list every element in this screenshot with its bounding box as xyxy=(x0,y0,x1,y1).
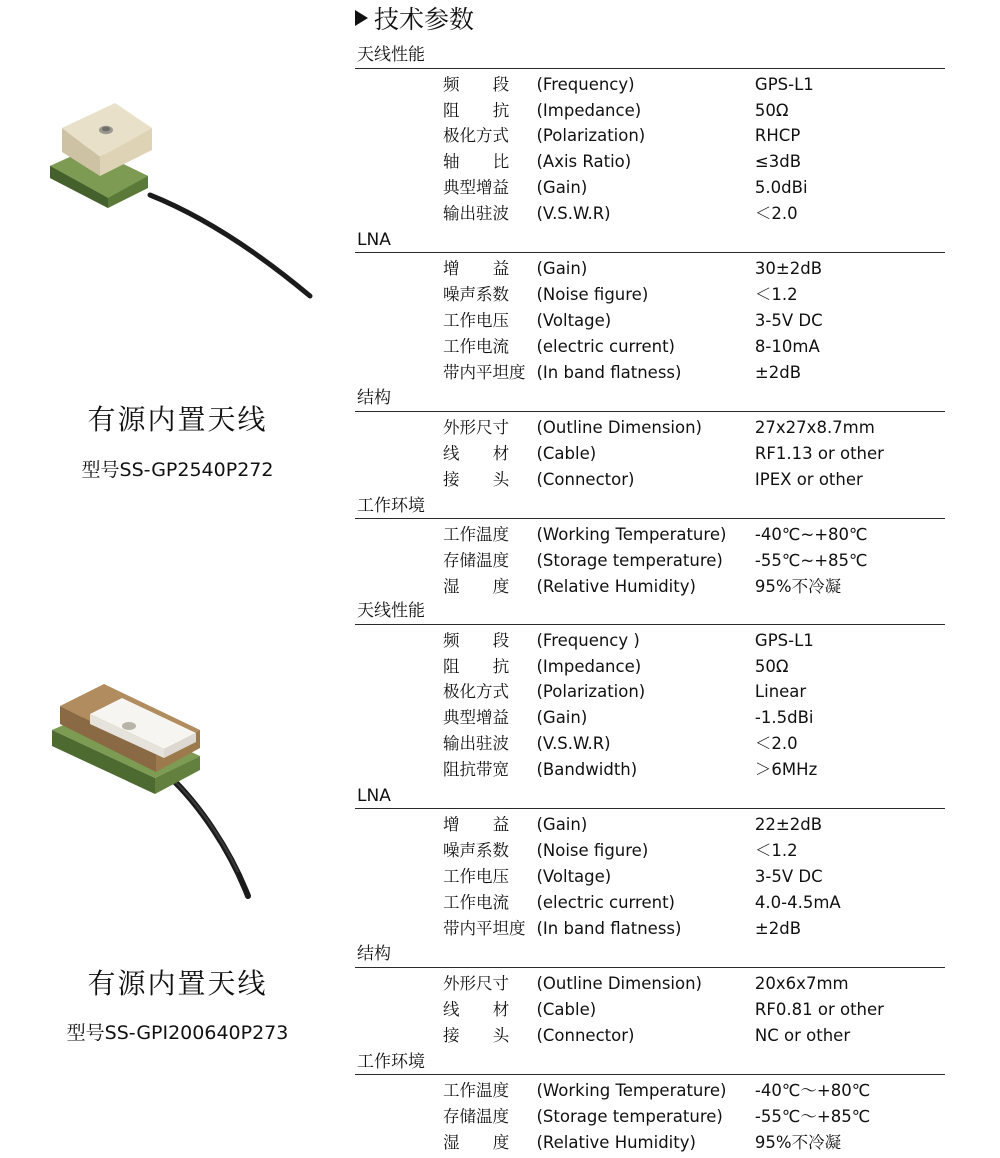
spec-value: GPS-L1 xyxy=(754,74,814,94)
spec-name-en: (Connector) xyxy=(536,1025,635,1045)
spec-name-cn: 接 头 xyxy=(443,1025,524,1045)
spec-name-en: (Noise figure) xyxy=(536,841,649,861)
spec-name-cn: 频 段 xyxy=(443,630,524,650)
product-2-title: 有源内置天线 xyxy=(87,967,268,1000)
spec-name-en: (electric current) xyxy=(536,336,675,356)
spec-name-en: (Gain) xyxy=(536,815,588,835)
group-label: LNA xyxy=(357,229,391,250)
divider xyxy=(355,68,945,69)
table-row xyxy=(443,654,948,680)
table-row xyxy=(443,360,948,386)
spec-name-en: (Frequency ) xyxy=(536,630,640,650)
table-row xyxy=(443,334,948,360)
product-1-left-column xyxy=(0,0,355,580)
group-label: 天线性能 xyxy=(357,601,425,621)
spec-name-en: (Axis Ratio) xyxy=(536,152,632,172)
spec-table xyxy=(443,256,948,385)
table-row xyxy=(443,574,948,600)
spec-value: 20x6x7mm xyxy=(754,974,849,994)
spec-value: RF1.13 or other xyxy=(754,444,884,463)
spec-value: 8-10mA xyxy=(754,336,820,356)
triangle-bullet-icon xyxy=(355,10,368,26)
spec-value: Linear xyxy=(754,682,807,702)
spec-name-cn: 增 益 xyxy=(443,815,524,835)
table-row xyxy=(443,916,948,942)
table-row xyxy=(443,201,948,227)
table-row xyxy=(443,256,948,282)
spec-name-en: (Storage temperature) xyxy=(536,551,723,571)
spec-name-en: (Working Temperature) xyxy=(536,1081,727,1101)
table-row xyxy=(443,812,948,838)
spec-name-en: (Storage temperature) xyxy=(536,1107,723,1127)
spec-value: -1.5dBi xyxy=(754,708,814,728)
group-label: 结构 xyxy=(357,388,391,409)
spec-name-en: (Bandwidth) xyxy=(536,759,638,779)
group-label: LNA xyxy=(357,785,391,806)
group-label: 天线性能 xyxy=(357,45,425,65)
table-row xyxy=(443,282,948,308)
spec-name-cn: 频 段 xyxy=(443,74,524,94)
spec-name-en: (Frequency) xyxy=(536,74,635,94)
product-block-2 xyxy=(0,600,1000,1152)
spec-value: ≤3dB xyxy=(754,152,802,172)
spec-value: IPEX or other xyxy=(754,469,863,489)
spec-name-cn: 湿 度 xyxy=(443,577,524,596)
spec-name-cn: 工作电压 xyxy=(443,311,509,330)
spec-name-en: (Relative Humidity) xyxy=(536,1133,696,1152)
spec-name-en: (Gain) xyxy=(536,708,588,728)
spec-table xyxy=(443,812,948,941)
spec-value: RF0.81 or other xyxy=(754,1000,884,1019)
product-1-title: 有源内置天线 xyxy=(87,403,268,436)
table-row xyxy=(443,731,948,757)
spec-name-en: (Polarization) xyxy=(536,682,646,702)
spec-name-cn: 接 头 xyxy=(443,469,524,489)
spec-name-cn: 噪声系数 xyxy=(443,841,509,861)
divider xyxy=(355,967,945,968)
table-row xyxy=(443,679,948,705)
spec-group-lna xyxy=(355,785,1000,942)
group-label: 结构 xyxy=(357,944,391,965)
spec-name-cn: 典型增益 xyxy=(443,708,509,728)
table-row xyxy=(443,1130,948,1156)
spec-name-en: (Outline Dimension) xyxy=(536,418,702,438)
spec-value: ＜1.2 xyxy=(754,285,798,305)
table-row xyxy=(443,467,948,493)
spec-name-cn: 极化方式 xyxy=(443,126,509,146)
spec-value: ±2dB xyxy=(754,362,802,382)
spec-value: RHCP xyxy=(754,126,801,146)
spec-value: 30±2dB xyxy=(754,259,823,279)
spec-name-cn: 带内平坦度 xyxy=(443,362,526,382)
divider xyxy=(355,518,945,519)
spec-value: ±2dB xyxy=(754,918,802,938)
page-title-text: 技术参数 xyxy=(374,5,475,34)
spec-name-cn: 线 材 xyxy=(443,444,524,463)
table-row xyxy=(443,864,948,890)
spec-name-cn: 线 材 xyxy=(443,1000,524,1019)
spec-value: 95%不冷凝 xyxy=(754,577,842,596)
spec-name-en: (In band flatness) xyxy=(536,362,682,382)
spec-value: ＞6MHz xyxy=(754,759,818,779)
spec-value: -55℃~+85℃ xyxy=(754,551,868,571)
spec-name-cn: 工作电流 xyxy=(443,892,509,912)
spec-value: ＜2.0 xyxy=(754,734,798,753)
divider xyxy=(355,624,945,625)
product-2-spec-column xyxy=(355,600,1000,1158)
table-row xyxy=(443,705,948,731)
spec-name-cn: 典型增益 xyxy=(443,178,509,197)
spec-value: 3-5V DC xyxy=(754,867,823,886)
spec-name-en: (V.S.W.R) xyxy=(536,203,611,223)
product-2-left-column xyxy=(0,600,355,1144)
spec-value: NC or other xyxy=(754,1025,851,1045)
spec-value: 50Ω xyxy=(754,100,789,120)
spec-name-en: (Voltage) xyxy=(536,311,612,330)
page-title xyxy=(355,0,1000,36)
spec-value: -40℃～+80℃ xyxy=(754,1081,871,1101)
spec-value: 4.0-4.5mA xyxy=(754,892,841,912)
spec-name-en: (Noise figure) xyxy=(536,285,649,305)
bar-antenna-photo xyxy=(0,600,355,940)
spec-group-environment xyxy=(355,495,1000,600)
spec-value: 95%不冷凝 xyxy=(754,1133,842,1152)
table-row xyxy=(443,1023,948,1049)
table-row xyxy=(443,628,948,654)
spec-name-cn: 噪声系数 xyxy=(443,285,509,305)
spec-name-cn: 阻抗带宽 xyxy=(443,759,509,779)
spec-name-cn: 工作电压 xyxy=(443,867,509,886)
table-row xyxy=(443,308,948,334)
spec-name-cn: 输出驻波 xyxy=(443,203,509,223)
spec-group-environment xyxy=(355,1051,1000,1156)
divider xyxy=(355,1074,945,1075)
spec-name-en: (Outline Dimension) xyxy=(536,974,702,994)
divider xyxy=(355,252,945,253)
spec-name-cn: 工作电流 xyxy=(443,336,509,356)
spec-group-lna xyxy=(355,229,1000,386)
spec-name-cn: 输出驻波 xyxy=(443,734,509,753)
spec-group-antenna-performance xyxy=(355,600,1000,783)
table-row xyxy=(443,890,948,916)
table-row xyxy=(443,522,948,548)
product-1-spec-column xyxy=(355,0,1000,602)
table-row xyxy=(443,415,948,441)
spec-value: -40℃~+80℃ xyxy=(754,525,868,545)
spec-value: 27x27x8.7mm xyxy=(754,418,875,438)
spec-group-antenna-performance xyxy=(355,44,1000,227)
spec-name-cn: 阻 抗 xyxy=(443,656,524,676)
spec-name-en: (Gain) xyxy=(536,259,588,279)
table-row xyxy=(443,149,948,175)
spec-name-en: (Working Temperature) xyxy=(536,525,727,545)
divider xyxy=(355,808,945,809)
spec-value: 3-5V DC xyxy=(754,311,823,330)
spec-table xyxy=(443,971,948,1048)
spec-name-en: (Voltage) xyxy=(536,867,612,886)
spec-table xyxy=(443,628,948,783)
spec-value: ＜1.2 xyxy=(754,841,798,861)
spec-name-cn: 增 益 xyxy=(443,259,524,279)
spec-name-cn: 阻 抗 xyxy=(443,100,524,120)
spec-name-en: (Polarization) xyxy=(536,126,646,146)
spec-name-en: (Relative Humidity) xyxy=(536,577,696,596)
spec-name-cn: 外形尺寸 xyxy=(443,974,509,994)
table-row xyxy=(443,72,948,98)
spec-group-structure xyxy=(355,387,1000,492)
spec-table xyxy=(443,415,948,492)
table-row xyxy=(443,175,948,201)
group-label: 工作环境 xyxy=(357,495,425,516)
table-row xyxy=(443,838,948,864)
table-row xyxy=(443,1104,948,1130)
spec-name-en: (Impedance) xyxy=(536,100,642,120)
spec-name-cn: 工作温度 xyxy=(443,1081,509,1101)
spec-value: 5.0dBi xyxy=(754,178,808,197)
spec-name-en: (Impedance) xyxy=(536,656,642,676)
spec-name-cn: 存储温度 xyxy=(443,551,509,571)
spec-table xyxy=(443,72,948,227)
table-row xyxy=(443,98,948,124)
spec-value: 50Ω xyxy=(754,656,789,676)
spec-name-cn: 极化方式 xyxy=(443,682,509,702)
spec-name-en: (Connector) xyxy=(536,469,635,489)
table-row xyxy=(443,1078,948,1104)
spec-table xyxy=(443,1078,948,1155)
product-1-model: 型号SS-GP2540P272 xyxy=(81,459,274,481)
table-row xyxy=(443,441,948,467)
spec-group-structure xyxy=(355,943,1000,1048)
spec-name-en: (Gain) xyxy=(536,178,588,197)
spec-value: -55℃～+85℃ xyxy=(754,1107,871,1127)
table-row xyxy=(443,757,948,783)
table-row xyxy=(443,997,948,1023)
spec-name-en: (Cable) xyxy=(536,444,597,463)
table-row xyxy=(443,971,948,997)
spec-name-cn: 湿 度 xyxy=(443,1133,524,1152)
spec-name-en: (V.S.W.R) xyxy=(536,734,611,753)
spec-value: ＜2.0 xyxy=(754,203,798,223)
spec-name-cn: 带内平坦度 xyxy=(443,918,526,938)
group-label: 工作环境 xyxy=(357,1051,425,1072)
spec-name-en: (In band flatness) xyxy=(536,918,682,938)
spec-value: 22±2dB xyxy=(754,815,823,835)
spec-table xyxy=(443,522,948,599)
product-2-model: 型号SS-GPI200640P273 xyxy=(66,1022,289,1044)
spec-name-cn: 工作温度 xyxy=(443,525,509,545)
table-row xyxy=(443,123,948,149)
spec-name-en: (Cable) xyxy=(536,1000,597,1019)
spec-name-cn: 存储温度 xyxy=(443,1107,509,1127)
spec-name-en: (electric current) xyxy=(536,892,675,912)
spec-name-cn: 外形尺寸 xyxy=(443,418,509,438)
table-row xyxy=(443,548,948,574)
patch-antenna-photo xyxy=(0,0,355,340)
divider xyxy=(355,411,945,412)
spec-value: GPS-L1 xyxy=(754,630,814,650)
spec-name-cn: 轴 比 xyxy=(443,152,524,172)
